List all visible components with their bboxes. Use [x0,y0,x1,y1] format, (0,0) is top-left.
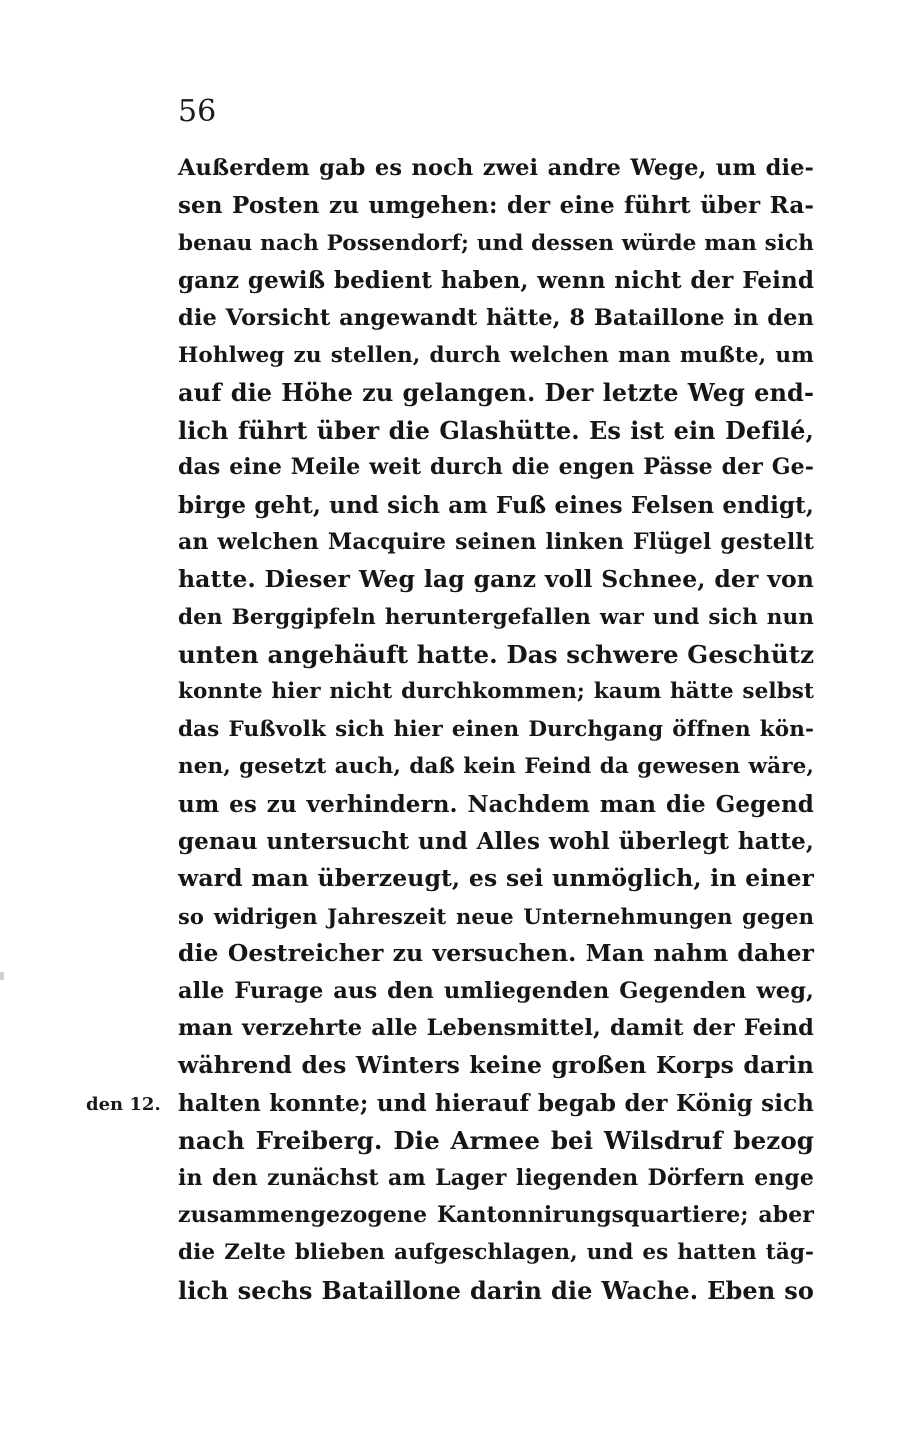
text-line: Außerdem gab es noch zwei andre Wege, um die- [178,155,814,181]
text-line: lich führt über die Glashütte. Es ist ein Defilé, [178,415,814,445]
text-line: man verzehrte alle Lebensmittel, damit der Feind [178,1014,814,1041]
edge-mark [0,972,4,980]
text-line: alle Furage aus den umliegenden Gegenden weg, [178,977,814,1004]
text-line: ganz gewiß bedient haben, wenn nicht der Feind [178,267,814,295]
text-line: zusammengezogene Kantonnirungsquartiere; aber [178,1201,814,1228]
page-number: 56 [178,94,217,129]
text-line: benau nach Possendorf; und dessen würde man sich [178,230,814,256]
marginal-note-date: den 12. [86,1094,161,1115]
text-line: den Berggipfeln heruntergefallen war und sich nun [178,604,814,630]
text-line: Hohlweg zu stellen, durch welchen man mußte, um [178,342,814,368]
text-line: genau untersucht und Alles wohl überlegt hatte, [178,828,814,856]
text-line: hatte. Dieser Weg lag ganz voll Schnee, der von [178,565,814,594]
text-line: konnte hier nicht durchkommen; kaum hätte selbst [178,679,814,705]
text-line: das Fußvolk sich hier einen Durchgang öffnen kön- [178,716,814,742]
text-line: an welchen Macquire seinen linken Flügel gestellt [178,528,814,555]
text-line: ward man überzeugt, es sei unmöglich, in einer [178,864,814,893]
text-line: um es zu verhindern. Nachdem man die Gegend [178,790,814,818]
text-line: die Oestreicher zu versuchen. Man nahm daher [178,939,814,968]
text-line: während des Winters keine großen Korps darin [178,1051,814,1080]
text-line: nen, gesetzt auch, daß kein Feind da gewesen wäre, [178,754,814,780]
text-line: das eine Meile weit durch die engen Pässe der Ge- [178,454,814,481]
body-text [178,150,814,1309]
text-line: die Zelte blieben aufgeschlagen, und es hatten täg- [178,1240,814,1266]
text-line: auf die Höhe zu gelangen. Der letzte Weg end- [178,378,814,408]
text-line: in den zunächst am Lager liegenden Dörfern enge [178,1164,814,1191]
text-line: nach Freiberg. Die Armee bei Wilsdruf bezog [178,1126,814,1156]
text-line: halten konnte; und hierauf begab der König sich [178,1089,814,1117]
text-line: birge geht, und sich am Fuß eines Felsen endigt, [178,491,814,519]
text-line: sen Posten zu umgehen: der eine führt über Ra- [178,192,814,220]
text-line: die Vorsicht angewandt hätte, 8 Bataillone in den [178,304,814,331]
text-line: lich sechs Bataillone darin die Wache. Eben so [178,1275,814,1305]
text-line: so widrigen Jahreszeit neue Unternehmungen gegen [178,903,814,929]
text-line: unten angehäuft hatte. Das schwere Geschütz [178,640,815,670]
